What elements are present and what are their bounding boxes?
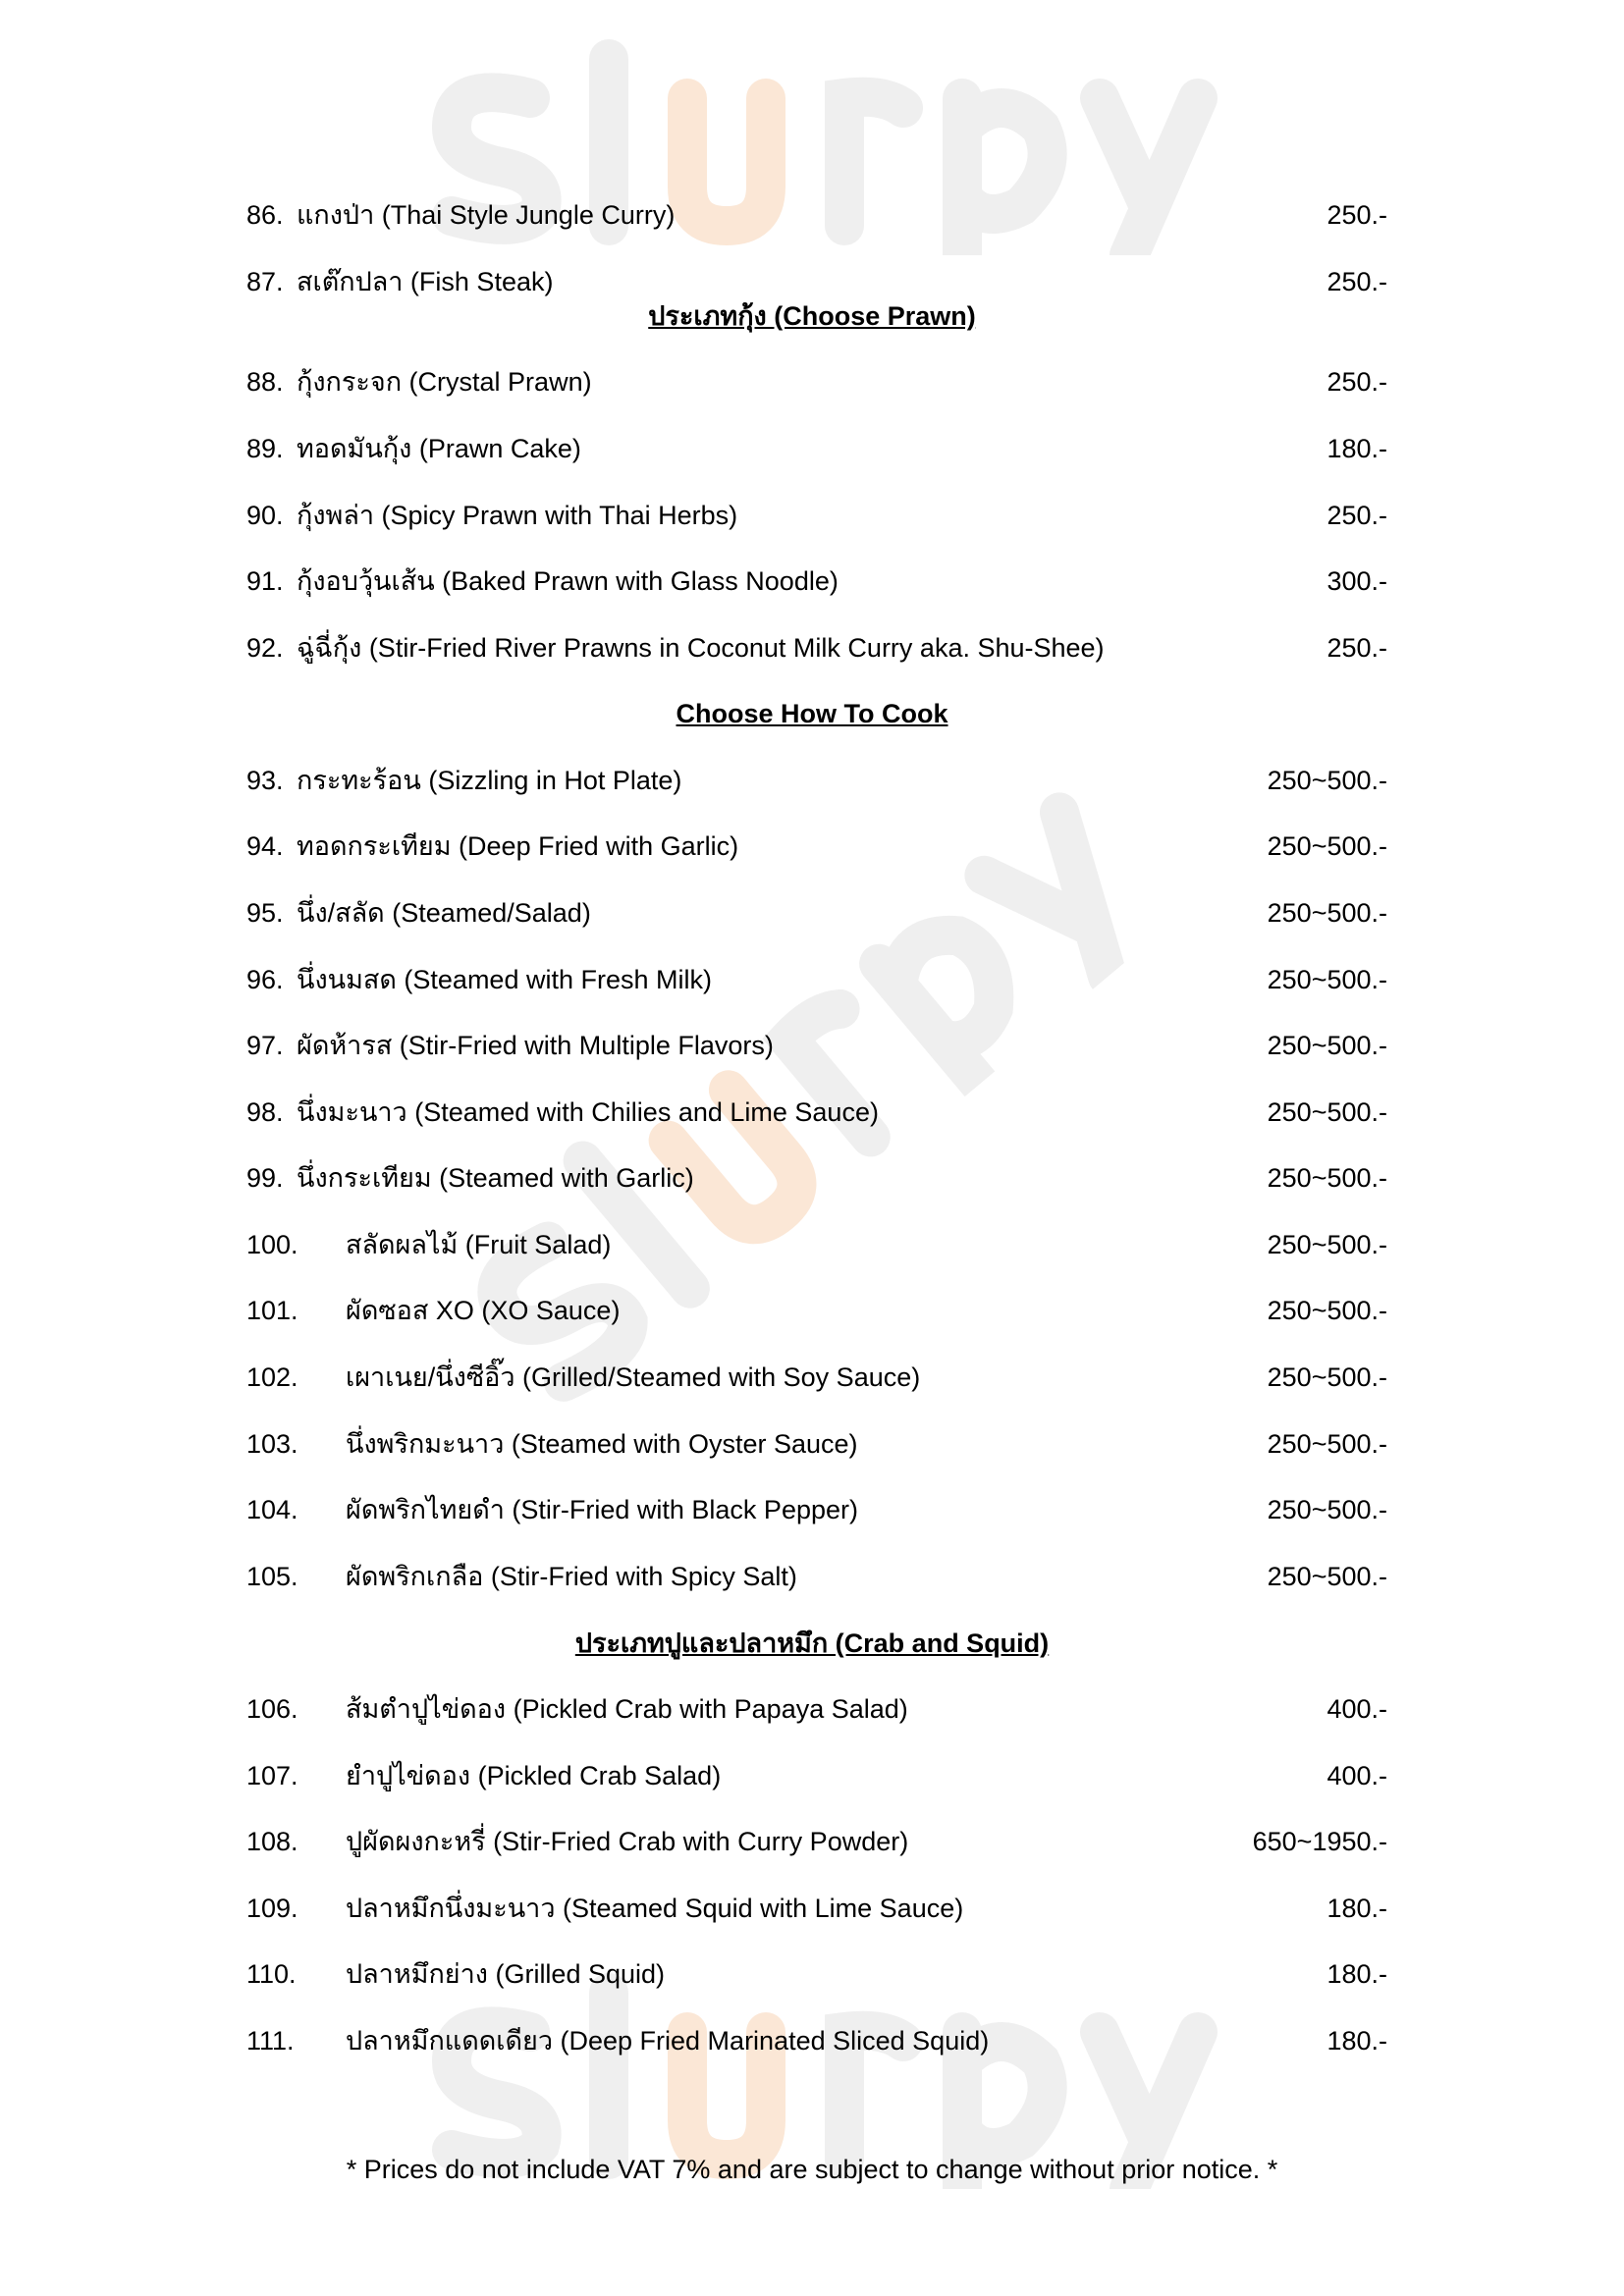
menu-item — [0, 2021, 1624, 2060]
item-number: 103. — [246, 1429, 298, 1459]
item-name: สลัดผลไม้ (Fruit Salad) — [346, 1230, 612, 1259]
item-price: 180.- — [1326, 2026, 1387, 2056]
item-number: 110. — [246, 1959, 297, 1989]
menu-item — [0, 1026, 1624, 1065]
item-number: 102. — [246, 1362, 298, 1392]
item-name: ผัดซอส XO (XO Sauce) — [346, 1296, 621, 1325]
item-number: 101. — [246, 1296, 298, 1325]
item-price: 250~500.- — [1267, 1230, 1387, 1259]
item-name: สเต๊กปลา (Fish Steak) — [297, 267, 554, 296]
item-name: ทอดมันกุ้ง (Prawn Cake) — [297, 434, 581, 463]
menu-item — [0, 1424, 1624, 1464]
item-number: 90. — [246, 501, 284, 530]
item-name: เผาเนย/นึ่งซีอิ๊ว (Grilled/Steamed with Soy Sauce) — [346, 1362, 921, 1392]
item-name: แกงป่า (Thai Style Jungle Curry) — [297, 200, 676, 230]
item-name: นึ่งนมสด (Steamed with Fresh Milk) — [297, 965, 712, 994]
item-number: 105. — [246, 1562, 298, 1591]
menu-item — [0, 429, 1624, 468]
item-number: 99. — [246, 1163, 284, 1193]
item-name: ผัดพริกไทยดำ (Stir-Fried with Black Pepper) — [346, 1495, 858, 1524]
menu-item — [0, 362, 1624, 401]
menu-item — [0, 1291, 1624, 1330]
menu-item — [0, 1689, 1624, 1729]
menu-item — [0, 1822, 1624, 1861]
menu-item — [0, 561, 1624, 601]
item-number: 108. — [246, 1827, 298, 1856]
item-number: 91. — [246, 566, 284, 596]
item-number: 97. — [246, 1031, 284, 1060]
item-name: นึ่ง/สลัด (Steamed/Salad) — [297, 898, 591, 928]
item-price: 180.- — [1326, 1959, 1387, 1989]
menu-item — [0, 893, 1624, 933]
item-number: 94. — [246, 831, 284, 861]
item-number: 107. — [246, 1761, 298, 1790]
item-number: 93. — [246, 766, 284, 795]
item-price: 250~500.- — [1267, 831, 1387, 861]
menu-item — [0, 1490, 1624, 1529]
menu-item — [0, 1093, 1624, 1132]
item-price: 250~500.- — [1267, 1163, 1387, 1193]
item-name: นึ่งกระเทียม (Steamed with Garlic) — [297, 1163, 694, 1193]
item-name: กระทะร้อน (Sizzling in Hot Plate) — [297, 766, 682, 795]
item-number: 100. — [246, 1230, 298, 1259]
item-number: 111. — [246, 2026, 295, 2056]
item-price: 250.- — [1326, 633, 1387, 663]
item-number: 104. — [246, 1495, 298, 1524]
menu-item — [0, 262, 1624, 301]
item-price: 400.- — [1326, 1694, 1387, 1724]
item-number: 87. — [246, 267, 284, 296]
menu-item — [0, 496, 1624, 535]
section-heading-prawn: ประเภทกุ้ง (Choose Prawn) — [648, 301, 976, 331]
item-price: 250~500.- — [1267, 1495, 1387, 1524]
item-name: ปลาหมึกนึ่งมะนาว (Steamed Squid with Lime Sauce) — [346, 1894, 964, 1923]
item-price: 250.- — [1326, 501, 1387, 530]
item-name: ปลาหมึกแดดเดียว (Deep Fried Marinated Sliced Squid) — [346, 2026, 990, 2056]
item-name: กุ้งพล่า (Spicy Prawn with Thai Herbs) — [297, 501, 738, 530]
item-name: ส้มตำปูไข่ดอง (Pickled Crab with Papaya Salad) — [346, 1694, 908, 1724]
item-name: นึ่งมะนาว (Steamed with Chilies and Lime Sauce) — [297, 1097, 879, 1127]
item-name: กุ้งกระจก (Crystal Prawn) — [297, 367, 592, 397]
item-price: 250~500.- — [1267, 1296, 1387, 1325]
menu-item — [0, 761, 1624, 800]
item-number: 98. — [246, 1097, 284, 1127]
item-price: 650~1950.- — [1252, 1827, 1387, 1856]
item-price: 250~500.- — [1267, 1562, 1387, 1591]
menu-item — [0, 195, 1624, 235]
item-number: 86. — [246, 200, 284, 230]
item-number: 95. — [246, 898, 284, 928]
menu-item — [0, 1158, 1624, 1198]
item-price: 250~500.- — [1267, 1097, 1387, 1127]
item-number: 88. — [246, 367, 284, 397]
item-number: 92. — [246, 633, 284, 663]
item-price: 250~500.- — [1267, 965, 1387, 994]
item-name: ผัดพริกเกลือ (Stir-Fried with Spicy Salt) — [346, 1562, 797, 1591]
item-name: ยำปูไข่ดอง (Pickled Crab Salad) — [346, 1761, 722, 1790]
menu-item — [0, 1225, 1624, 1264]
vat-notice: * Prices do not include VAT 7% and are subject to change without prior notice. * — [346, 2155, 1278, 2184]
item-price: 250~500.- — [1267, 1031, 1387, 1060]
item-price: 250.- — [1326, 367, 1387, 397]
item-name: ปลาหมึกย่าง (Grilled Squid) — [346, 1959, 666, 1989]
menu-item — [0, 960, 1624, 999]
item-price: 400.- — [1326, 1761, 1387, 1790]
item-price: 250~500.- — [1267, 898, 1387, 928]
item-price: 180.- — [1326, 1894, 1387, 1923]
item-number: 106. — [246, 1694, 298, 1724]
item-name: ผัดห้ารส (Stir-Fried with Multiple Flavors) — [297, 1031, 774, 1060]
menu-item — [0, 827, 1624, 866]
item-name: ทอดกระเทียม (Deep Fried with Garlic) — [297, 831, 739, 861]
menu-item — [0, 1889, 1624, 1928]
item-name: นึ่งพริกมะนาว (Steamed with Oyster Sauce) — [346, 1429, 858, 1459]
menu-item — [0, 1756, 1624, 1795]
menu-item — [0, 628, 1624, 667]
section-heading-crab: ประเภทปูและปลาหมึก (Crab and Squid) — [574, 1629, 1050, 1658]
menu-item — [0, 1358, 1624, 1397]
item-number: 89. — [246, 434, 284, 463]
item-number: 96. — [246, 965, 284, 994]
item-price: 250~500.- — [1267, 766, 1387, 795]
section-heading-cook: Choose How To Cook — [676, 699, 948, 728]
item-price: 250~500.- — [1267, 1429, 1387, 1459]
item-price: 180.- — [1326, 434, 1387, 463]
item-name: ฉู่ฉี่กุ้ง (Stir-Fried River Prawns in Coconut Milk Curry aka. Shu-Shee) — [297, 633, 1105, 663]
item-price: 250.- — [1326, 267, 1387, 296]
menu-item — [0, 1557, 1624, 1596]
menu-item — [0, 1954, 1624, 1994]
item-name: กุ้งอบวุ้นเส้น (Baked Prawn with Glass Noodle) — [297, 566, 839, 596]
item-price: 300.- — [1326, 566, 1387, 596]
item-name: ปูผัดผงกะหรี่ (Stir-Fried Crab with Curry Powder) — [346, 1827, 909, 1856]
item-number: 109. — [246, 1894, 298, 1923]
item-price: 250.- — [1326, 200, 1387, 230]
item-price: 250~500.- — [1267, 1362, 1387, 1392]
